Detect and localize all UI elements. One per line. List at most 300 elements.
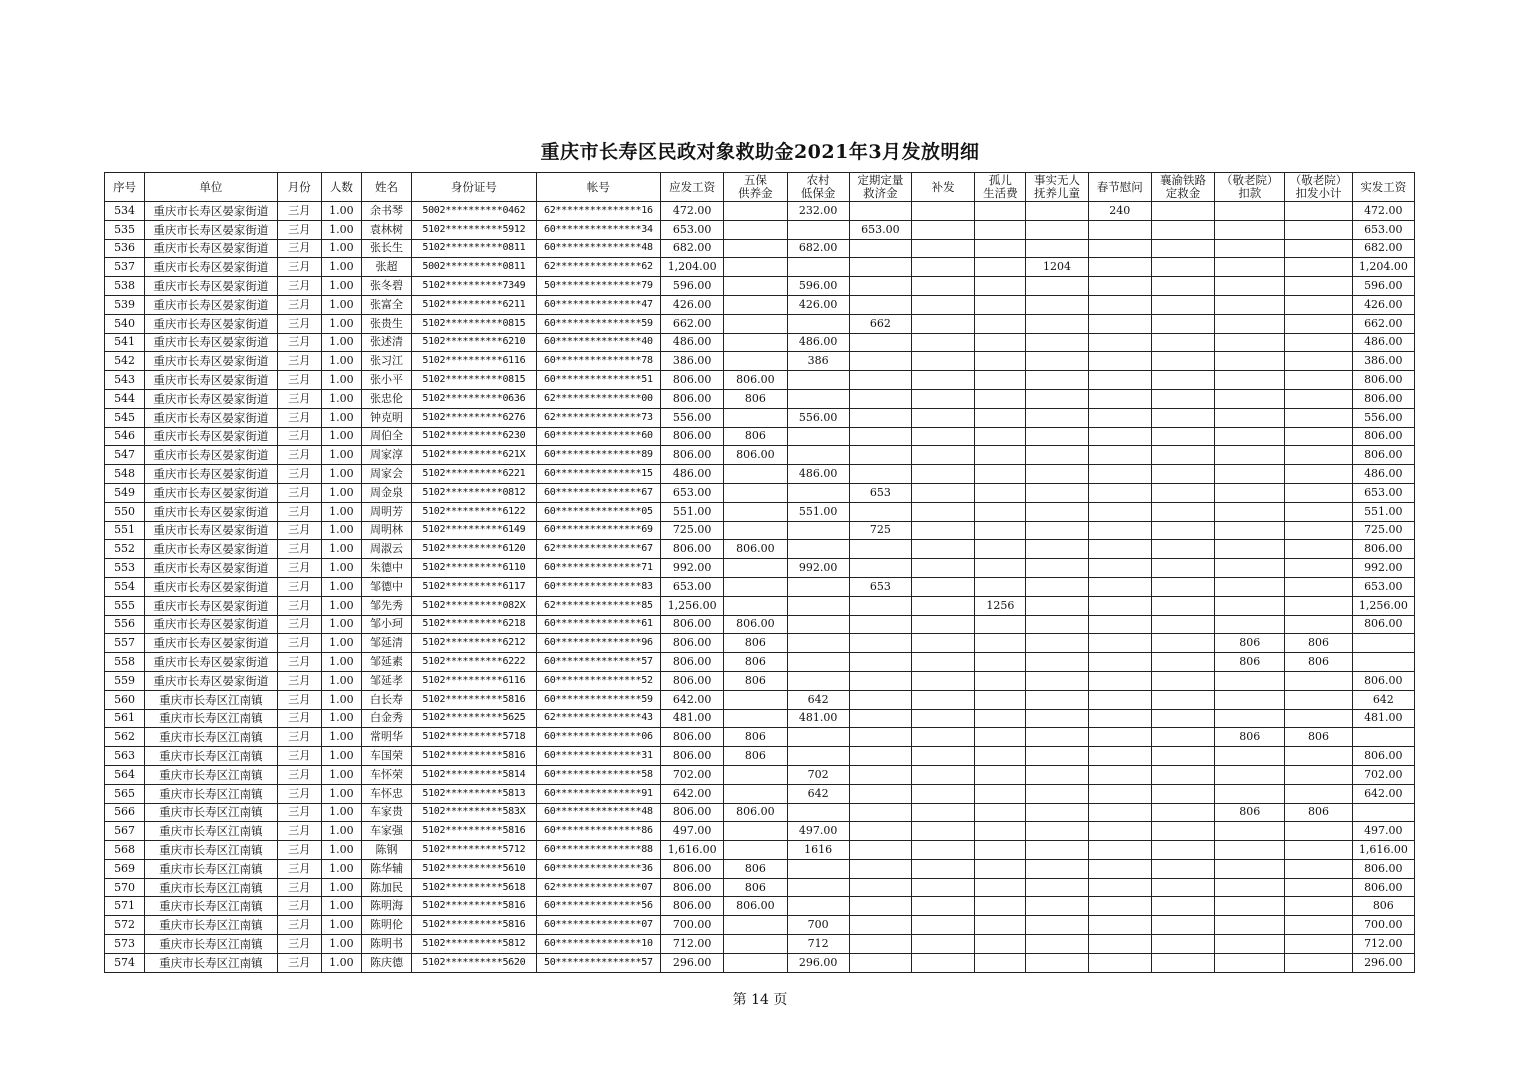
cell-col-spring-festival	[1088, 446, 1151, 465]
cell-col-month: 三月	[277, 653, 321, 672]
cell-col-spring-festival	[1088, 653, 1151, 672]
cell-col-count: 1.00	[321, 314, 361, 333]
cell-col-railway-relief	[1151, 577, 1214, 596]
cell-col-orphan	[975, 389, 1026, 408]
cell-col-account: 62***************62	[536, 258, 660, 277]
cell-col-month: 三月	[277, 803, 321, 822]
table-row	[105, 728, 1415, 747]
cell-col-wubao: 806	[724, 653, 787, 672]
cell-col-nursing-deduct	[1215, 765, 1285, 784]
cell-col-nursing-deduct	[1215, 352, 1285, 371]
cell-col-back-pay	[912, 653, 975, 672]
cell-col-unsupported-child	[1026, 690, 1088, 709]
cell-col-month: 三月	[277, 577, 321, 596]
cell-col-net-pay: 806.00	[1352, 878, 1414, 897]
cell-col-unit: 重庆市长寿区晏家街道	[145, 314, 278, 333]
cell-col-orphan	[975, 314, 1026, 333]
cell-col-back-pay	[912, 577, 975, 596]
cell-col-unsupported-child	[1026, 878, 1088, 897]
cell-col-orphan	[975, 465, 1026, 484]
cell-col-spring-festival	[1088, 577, 1151, 596]
cell-col-account: 60***************48	[536, 803, 660, 822]
cell-col-orphan	[975, 615, 1026, 634]
cell-col-account: 62***************67	[536, 540, 660, 559]
cell-col-unsupported-child	[1026, 728, 1088, 747]
cell-col-nursing-deduct: 806	[1215, 803, 1285, 822]
table-header-row	[105, 173, 1415, 202]
cell-col-unit: 重庆市长寿区晏家街道	[145, 389, 278, 408]
cell-col-index: 545	[105, 408, 145, 427]
cell-col-unsupported-child	[1026, 314, 1088, 333]
table-row	[105, 521, 1415, 540]
table-row	[105, 841, 1415, 860]
cell-col-nursing-subtotal	[1285, 953, 1352, 972]
cell-col-spring-festival	[1088, 765, 1151, 784]
cell-col-gross-pay: 700.00	[661, 916, 724, 935]
cell-col-wubao: 806.00	[724, 897, 787, 916]
cell-col-wubao	[724, 953, 787, 972]
cell-col-count: 1.00	[321, 709, 361, 728]
cell-col-gross-pay: 653.00	[661, 483, 724, 502]
cell-col-railway-relief	[1151, 615, 1214, 634]
cell-col-orphan	[975, 671, 1026, 690]
cell-col-net-pay: 486.00	[1352, 465, 1414, 484]
cell-col-spring-festival	[1088, 277, 1151, 296]
cell-col-unsupported-child	[1026, 935, 1088, 954]
cell-col-gross-pay: 642.00	[661, 690, 724, 709]
table-body	[105, 202, 1415, 973]
cell-col-unit: 重庆市长寿区晏家街道	[145, 371, 278, 390]
cell-col-dibao: 386	[787, 352, 849, 371]
cell-col-id-number: 5102**********5813	[412, 784, 536, 803]
cell-col-net-pay: 992.00	[1352, 559, 1414, 578]
cell-col-back-pay	[912, 728, 975, 747]
cell-col-nursing-subtotal	[1285, 314, 1352, 333]
cell-col-fixed-relief: 653.00	[849, 220, 911, 239]
cell-col-name: 朱德中	[361, 559, 411, 578]
cell-col-count: 1.00	[321, 822, 361, 841]
cell-col-orphan	[975, 540, 1026, 559]
cell-col-account: 62***************07	[536, 878, 660, 897]
cell-col-wubao	[724, 916, 787, 935]
cell-col-index: 573	[105, 935, 145, 954]
cell-col-fixed-relief	[849, 408, 911, 427]
cell-col-net-pay: 806.00	[1352, 747, 1414, 766]
cell-col-unsupported-child: 1204	[1026, 258, 1088, 277]
cell-col-gross-pay: 662.00	[661, 314, 724, 333]
header-col-net-pay: 实发工资	[1352, 173, 1414, 202]
cell-col-net-pay: 653.00	[1352, 577, 1414, 596]
cell-col-index: 536	[105, 239, 145, 258]
cell-col-account: 62***************73	[536, 408, 660, 427]
cell-col-dibao	[787, 803, 849, 822]
cell-col-railway-relief	[1151, 822, 1214, 841]
cell-col-orphan: 1256	[975, 596, 1026, 615]
cell-col-count: 1.00	[321, 690, 361, 709]
cell-col-count: 1.00	[321, 577, 361, 596]
cell-col-id-number: 5102**********5610	[412, 859, 536, 878]
cell-col-orphan	[975, 728, 1026, 747]
cell-col-orphan	[975, 841, 1026, 860]
cell-col-unit: 重庆市长寿区江南镇	[145, 841, 278, 860]
cell-col-account: 60***************07	[536, 916, 660, 935]
cell-col-count: 1.00	[321, 371, 361, 390]
cell-col-count: 1.00	[321, 258, 361, 277]
cell-col-gross-pay: 806.00	[661, 671, 724, 690]
cell-col-back-pay	[912, 371, 975, 390]
cell-col-spring-festival	[1088, 916, 1151, 935]
cell-col-net-pay: 662.00	[1352, 314, 1414, 333]
cell-col-name: 陈庆德	[361, 953, 411, 972]
cell-col-unit: 重庆市长寿区晏家街道	[145, 465, 278, 484]
table-row	[105, 502, 1415, 521]
cell-col-id-number: 5102**********0812	[412, 483, 536, 502]
cell-col-account: 60***************69	[536, 521, 660, 540]
cell-col-id-number: 5102**********5816	[412, 897, 536, 916]
cell-col-orphan	[975, 483, 1026, 502]
cell-col-nursing-deduct	[1215, 314, 1285, 333]
cell-col-nursing-deduct	[1215, 690, 1285, 709]
cell-col-dibao: 992.00	[787, 559, 849, 578]
cell-col-index: 572	[105, 916, 145, 935]
cell-col-gross-pay: 806.00	[661, 803, 724, 822]
cell-col-unsupported-child	[1026, 916, 1088, 935]
cell-col-nursing-subtotal	[1285, 784, 1352, 803]
cell-col-net-pay: 653.00	[1352, 483, 1414, 502]
cell-col-month: 三月	[277, 784, 321, 803]
table-row	[105, 916, 1415, 935]
cell-col-back-pay	[912, 408, 975, 427]
cell-col-index: 546	[105, 427, 145, 446]
cell-col-gross-pay: 472.00	[661, 202, 724, 221]
cell-col-railway-relief	[1151, 502, 1214, 521]
cell-col-back-pay	[912, 897, 975, 916]
cell-col-id-number: 5102**********6116	[412, 671, 536, 690]
cell-col-name: 张忠伦	[361, 389, 411, 408]
cell-col-unsupported-child	[1026, 803, 1088, 822]
cell-col-unsupported-child	[1026, 295, 1088, 314]
cell-col-railway-relief	[1151, 333, 1214, 352]
table-row	[105, 822, 1415, 841]
cell-col-month: 三月	[277, 822, 321, 841]
cell-col-wubao	[724, 202, 787, 221]
cell-col-fixed-relief	[849, 747, 911, 766]
cell-col-id-number: 5102**********5912	[412, 220, 536, 239]
cell-col-fixed-relief	[849, 465, 911, 484]
table-row	[105, 953, 1415, 972]
cell-col-railway-relief	[1151, 408, 1214, 427]
cell-col-spring-festival	[1088, 465, 1151, 484]
table-row	[105, 634, 1415, 653]
cell-col-net-pay: 806.00	[1352, 427, 1414, 446]
cell-col-nursing-deduct: 806	[1215, 634, 1285, 653]
cell-col-back-pay	[912, 634, 975, 653]
cell-col-unsupported-child	[1026, 747, 1088, 766]
table-row	[105, 615, 1415, 634]
cell-col-fixed-relief	[849, 239, 911, 258]
cell-col-nursing-deduct	[1215, 859, 1285, 878]
cell-col-id-number: 5102**********6222	[412, 653, 536, 672]
cell-col-unit: 重庆市长寿区江南镇	[145, 897, 278, 916]
cell-col-railway-relief	[1151, 878, 1214, 897]
cell-col-back-pay	[912, 314, 975, 333]
cell-col-spring-festival	[1088, 559, 1151, 578]
cell-col-railway-relief	[1151, 258, 1214, 277]
cell-col-gross-pay: 712.00	[661, 935, 724, 954]
cell-col-count: 1.00	[321, 897, 361, 916]
cell-col-month: 三月	[277, 502, 321, 521]
table-row	[105, 295, 1415, 314]
cell-col-nursing-subtotal	[1285, 427, 1352, 446]
cell-col-wubao: 806.00	[724, 615, 787, 634]
cell-col-fixed-relief: 662	[849, 314, 911, 333]
cell-col-account: 60***************56	[536, 897, 660, 916]
cell-col-unit: 重庆市长寿区晏家街道	[145, 634, 278, 653]
cell-col-dibao	[787, 446, 849, 465]
cell-col-net-pay: 806.00	[1352, 671, 1414, 690]
cell-col-net-pay: 725.00	[1352, 521, 1414, 540]
cell-col-railway-relief	[1151, 371, 1214, 390]
cell-col-railway-relief	[1151, 784, 1214, 803]
cell-col-railway-relief	[1151, 765, 1214, 784]
cell-col-nursing-deduct	[1215, 577, 1285, 596]
cell-col-id-number: 5102**********7349	[412, 277, 536, 296]
cell-col-account: 50***************79	[536, 277, 660, 296]
cell-col-id-number: 5102**********0811	[412, 239, 536, 258]
cell-col-wubao: 806.00	[724, 371, 787, 390]
cell-col-back-pay	[912, 446, 975, 465]
cell-col-account: 60***************89	[536, 446, 660, 465]
cell-col-wubao	[724, 521, 787, 540]
cell-col-net-pay: 426.00	[1352, 295, 1414, 314]
cell-col-index: 563	[105, 747, 145, 766]
cell-col-fixed-relief	[849, 371, 911, 390]
cell-col-wubao: 806.00	[724, 446, 787, 465]
cell-col-spring-festival	[1088, 822, 1151, 841]
cell-col-unit: 重庆市长寿区晏家街道	[145, 427, 278, 446]
cell-col-id-number: 5102**********583X	[412, 803, 536, 822]
cell-col-fixed-relief	[849, 258, 911, 277]
cell-col-orphan	[975, 916, 1026, 935]
cell-col-wubao	[724, 352, 787, 371]
cell-col-account: 60***************05	[536, 502, 660, 521]
cell-col-id-number: 5102**********621X	[412, 446, 536, 465]
cell-col-month: 三月	[277, 859, 321, 878]
cell-col-nursing-subtotal	[1285, 446, 1352, 465]
cell-col-month: 三月	[277, 671, 321, 690]
cell-col-net-pay: 296.00	[1352, 953, 1414, 972]
cell-col-id-number: 5102**********6122	[412, 502, 536, 521]
cell-col-count: 1.00	[321, 634, 361, 653]
cell-col-wubao	[724, 822, 787, 841]
cell-col-wubao	[724, 220, 787, 239]
cell-col-id-number: 5102**********6221	[412, 465, 536, 484]
cell-col-index: 567	[105, 822, 145, 841]
cell-col-net-pay: 806.00	[1352, 615, 1414, 634]
cell-col-fixed-relief	[849, 333, 911, 352]
cell-col-spring-festival	[1088, 596, 1151, 615]
cell-col-nursing-deduct	[1215, 615, 1285, 634]
cell-col-index: 551	[105, 521, 145, 540]
cell-col-name: 车国荣	[361, 747, 411, 766]
cell-col-gross-pay: 596.00	[661, 277, 724, 296]
cell-col-count: 1.00	[321, 521, 361, 540]
cell-col-name: 周淑云	[361, 540, 411, 559]
cell-col-account: 62***************16	[536, 202, 660, 221]
cell-col-account: 50***************57	[536, 953, 660, 972]
cell-col-fixed-relief	[849, 615, 911, 634]
cell-col-nursing-subtotal	[1285, 295, 1352, 314]
cell-col-id-number: 5102**********5620	[412, 953, 536, 972]
cell-col-nursing-subtotal	[1285, 371, 1352, 390]
cell-col-month: 三月	[277, 690, 321, 709]
cell-col-nursing-deduct	[1215, 220, 1285, 239]
cell-col-id-number: 5102**********5812	[412, 935, 536, 954]
cell-col-count: 1.00	[321, 878, 361, 897]
cell-col-gross-pay: 806.00	[661, 371, 724, 390]
cell-col-name: 周明林	[361, 521, 411, 540]
cell-col-month: 三月	[277, 596, 321, 615]
cell-col-gross-pay: 296.00	[661, 953, 724, 972]
cell-col-spring-festival	[1088, 371, 1151, 390]
cell-col-gross-pay: 806.00	[661, 427, 724, 446]
cell-col-nursing-deduct	[1215, 371, 1285, 390]
cell-col-unsupported-child	[1026, 352, 1088, 371]
cell-col-wubao	[724, 765, 787, 784]
cell-col-name: 周家会	[361, 465, 411, 484]
cell-col-railway-relief	[1151, 841, 1214, 860]
cell-col-dibao	[787, 220, 849, 239]
cell-col-dibao: 551.00	[787, 502, 849, 521]
cell-col-back-pay	[912, 859, 975, 878]
cell-col-orphan	[975, 878, 1026, 897]
cell-col-unit: 重庆市长寿区江南镇	[145, 728, 278, 747]
cell-col-wubao	[724, 709, 787, 728]
table-row	[105, 709, 1415, 728]
cell-col-orphan	[975, 277, 1026, 296]
cell-col-unit: 重庆市长寿区晏家街道	[145, 502, 278, 521]
cell-col-index: 569	[105, 859, 145, 878]
cell-col-index: 535	[105, 220, 145, 239]
cell-col-fixed-relief: 653	[849, 577, 911, 596]
cell-col-orphan	[975, 803, 1026, 822]
cell-col-index: 560	[105, 690, 145, 709]
cell-col-nursing-subtotal	[1285, 502, 1352, 521]
cell-col-railway-relief	[1151, 935, 1214, 954]
cell-col-dibao: 556.00	[787, 408, 849, 427]
cell-col-railway-relief	[1151, 690, 1214, 709]
table-row	[105, 220, 1415, 239]
cell-col-dibao: 702	[787, 765, 849, 784]
cell-col-unsupported-child	[1026, 408, 1088, 427]
cell-col-fixed-relief	[849, 953, 911, 972]
cell-col-count: 1.00	[321, 859, 361, 878]
cell-col-name: 张习江	[361, 352, 411, 371]
cell-col-name: 邹延素	[361, 653, 411, 672]
cell-col-nursing-deduct	[1215, 897, 1285, 916]
cell-col-net-pay: 1,204.00	[1352, 258, 1414, 277]
cell-col-count: 1.00	[321, 277, 361, 296]
cell-col-railway-relief	[1151, 803, 1214, 822]
cell-col-nursing-subtotal	[1285, 596, 1352, 615]
table-row	[105, 446, 1415, 465]
header-col-month: 月份	[277, 173, 321, 202]
cell-col-id-number: 5102**********082X	[412, 596, 536, 615]
cell-col-fixed-relief	[849, 202, 911, 221]
cell-col-name: 邹小珂	[361, 615, 411, 634]
cell-col-month: 三月	[277, 935, 321, 954]
cell-col-index: 568	[105, 841, 145, 860]
cell-col-nursing-subtotal	[1285, 615, 1352, 634]
cell-col-name: 张小平	[361, 371, 411, 390]
cell-col-gross-pay: 806.00	[661, 878, 724, 897]
cell-col-spring-festival	[1088, 220, 1151, 239]
relief-payment-table	[104, 172, 1415, 973]
cell-col-back-pay	[912, 465, 975, 484]
cell-col-unsupported-child	[1026, 596, 1088, 615]
cell-col-gross-pay: 806.00	[661, 615, 724, 634]
cell-col-unsupported-child	[1026, 577, 1088, 596]
cell-col-orphan	[975, 822, 1026, 841]
cell-col-nursing-deduct	[1215, 841, 1285, 860]
cell-col-index: 547	[105, 446, 145, 465]
table-row	[105, 465, 1415, 484]
cell-col-nursing-subtotal	[1285, 935, 1352, 954]
cell-col-index: 554	[105, 577, 145, 596]
cell-col-wubao: 806	[724, 634, 787, 653]
cell-col-orphan	[975, 634, 1026, 653]
cell-col-name: 陈明海	[361, 897, 411, 916]
cell-col-wubao	[724, 596, 787, 615]
cell-col-back-pay	[912, 690, 975, 709]
cell-col-railway-relief	[1151, 389, 1214, 408]
cell-col-fixed-relief	[849, 389, 911, 408]
cell-col-gross-pay: 806.00	[661, 653, 724, 672]
table-row	[105, 427, 1415, 446]
cell-col-unit: 重庆市长寿区江南镇	[145, 690, 278, 709]
cell-col-back-pay	[912, 803, 975, 822]
cell-col-dibao	[787, 389, 849, 408]
cell-col-name: 邹先秀	[361, 596, 411, 615]
cell-col-unit: 重庆市长寿区晏家街道	[145, 220, 278, 239]
cell-col-unsupported-child	[1026, 671, 1088, 690]
cell-col-railway-relief	[1151, 728, 1214, 747]
cell-col-spring-festival	[1088, 728, 1151, 747]
cell-col-unsupported-child	[1026, 465, 1088, 484]
header-col-nursing-deduct: （敬老院） 扣款	[1215, 173, 1285, 202]
cell-col-spring-festival	[1088, 935, 1151, 954]
cell-col-unsupported-child	[1026, 859, 1088, 878]
cell-col-nursing-deduct	[1215, 671, 1285, 690]
cell-col-dibao	[787, 671, 849, 690]
cell-col-account: 60***************67	[536, 483, 660, 502]
cell-col-month: 三月	[277, 483, 321, 502]
cell-col-orphan	[975, 559, 1026, 578]
cell-col-count: 1.00	[321, 765, 361, 784]
table-row	[105, 371, 1415, 390]
cell-col-back-pay	[912, 239, 975, 258]
cell-col-unit: 重庆市长寿区晏家街道	[145, 239, 278, 258]
cell-col-month: 三月	[277, 220, 321, 239]
cell-col-wubao	[724, 239, 787, 258]
cell-col-spring-festival	[1088, 314, 1151, 333]
cell-col-name: 陈明伦	[361, 916, 411, 935]
cell-col-dibao	[787, 615, 849, 634]
cell-col-nursing-deduct	[1215, 502, 1285, 521]
cell-col-orphan	[975, 295, 1026, 314]
cell-col-spring-festival	[1088, 295, 1151, 314]
cell-col-name: 袁林树	[361, 220, 411, 239]
